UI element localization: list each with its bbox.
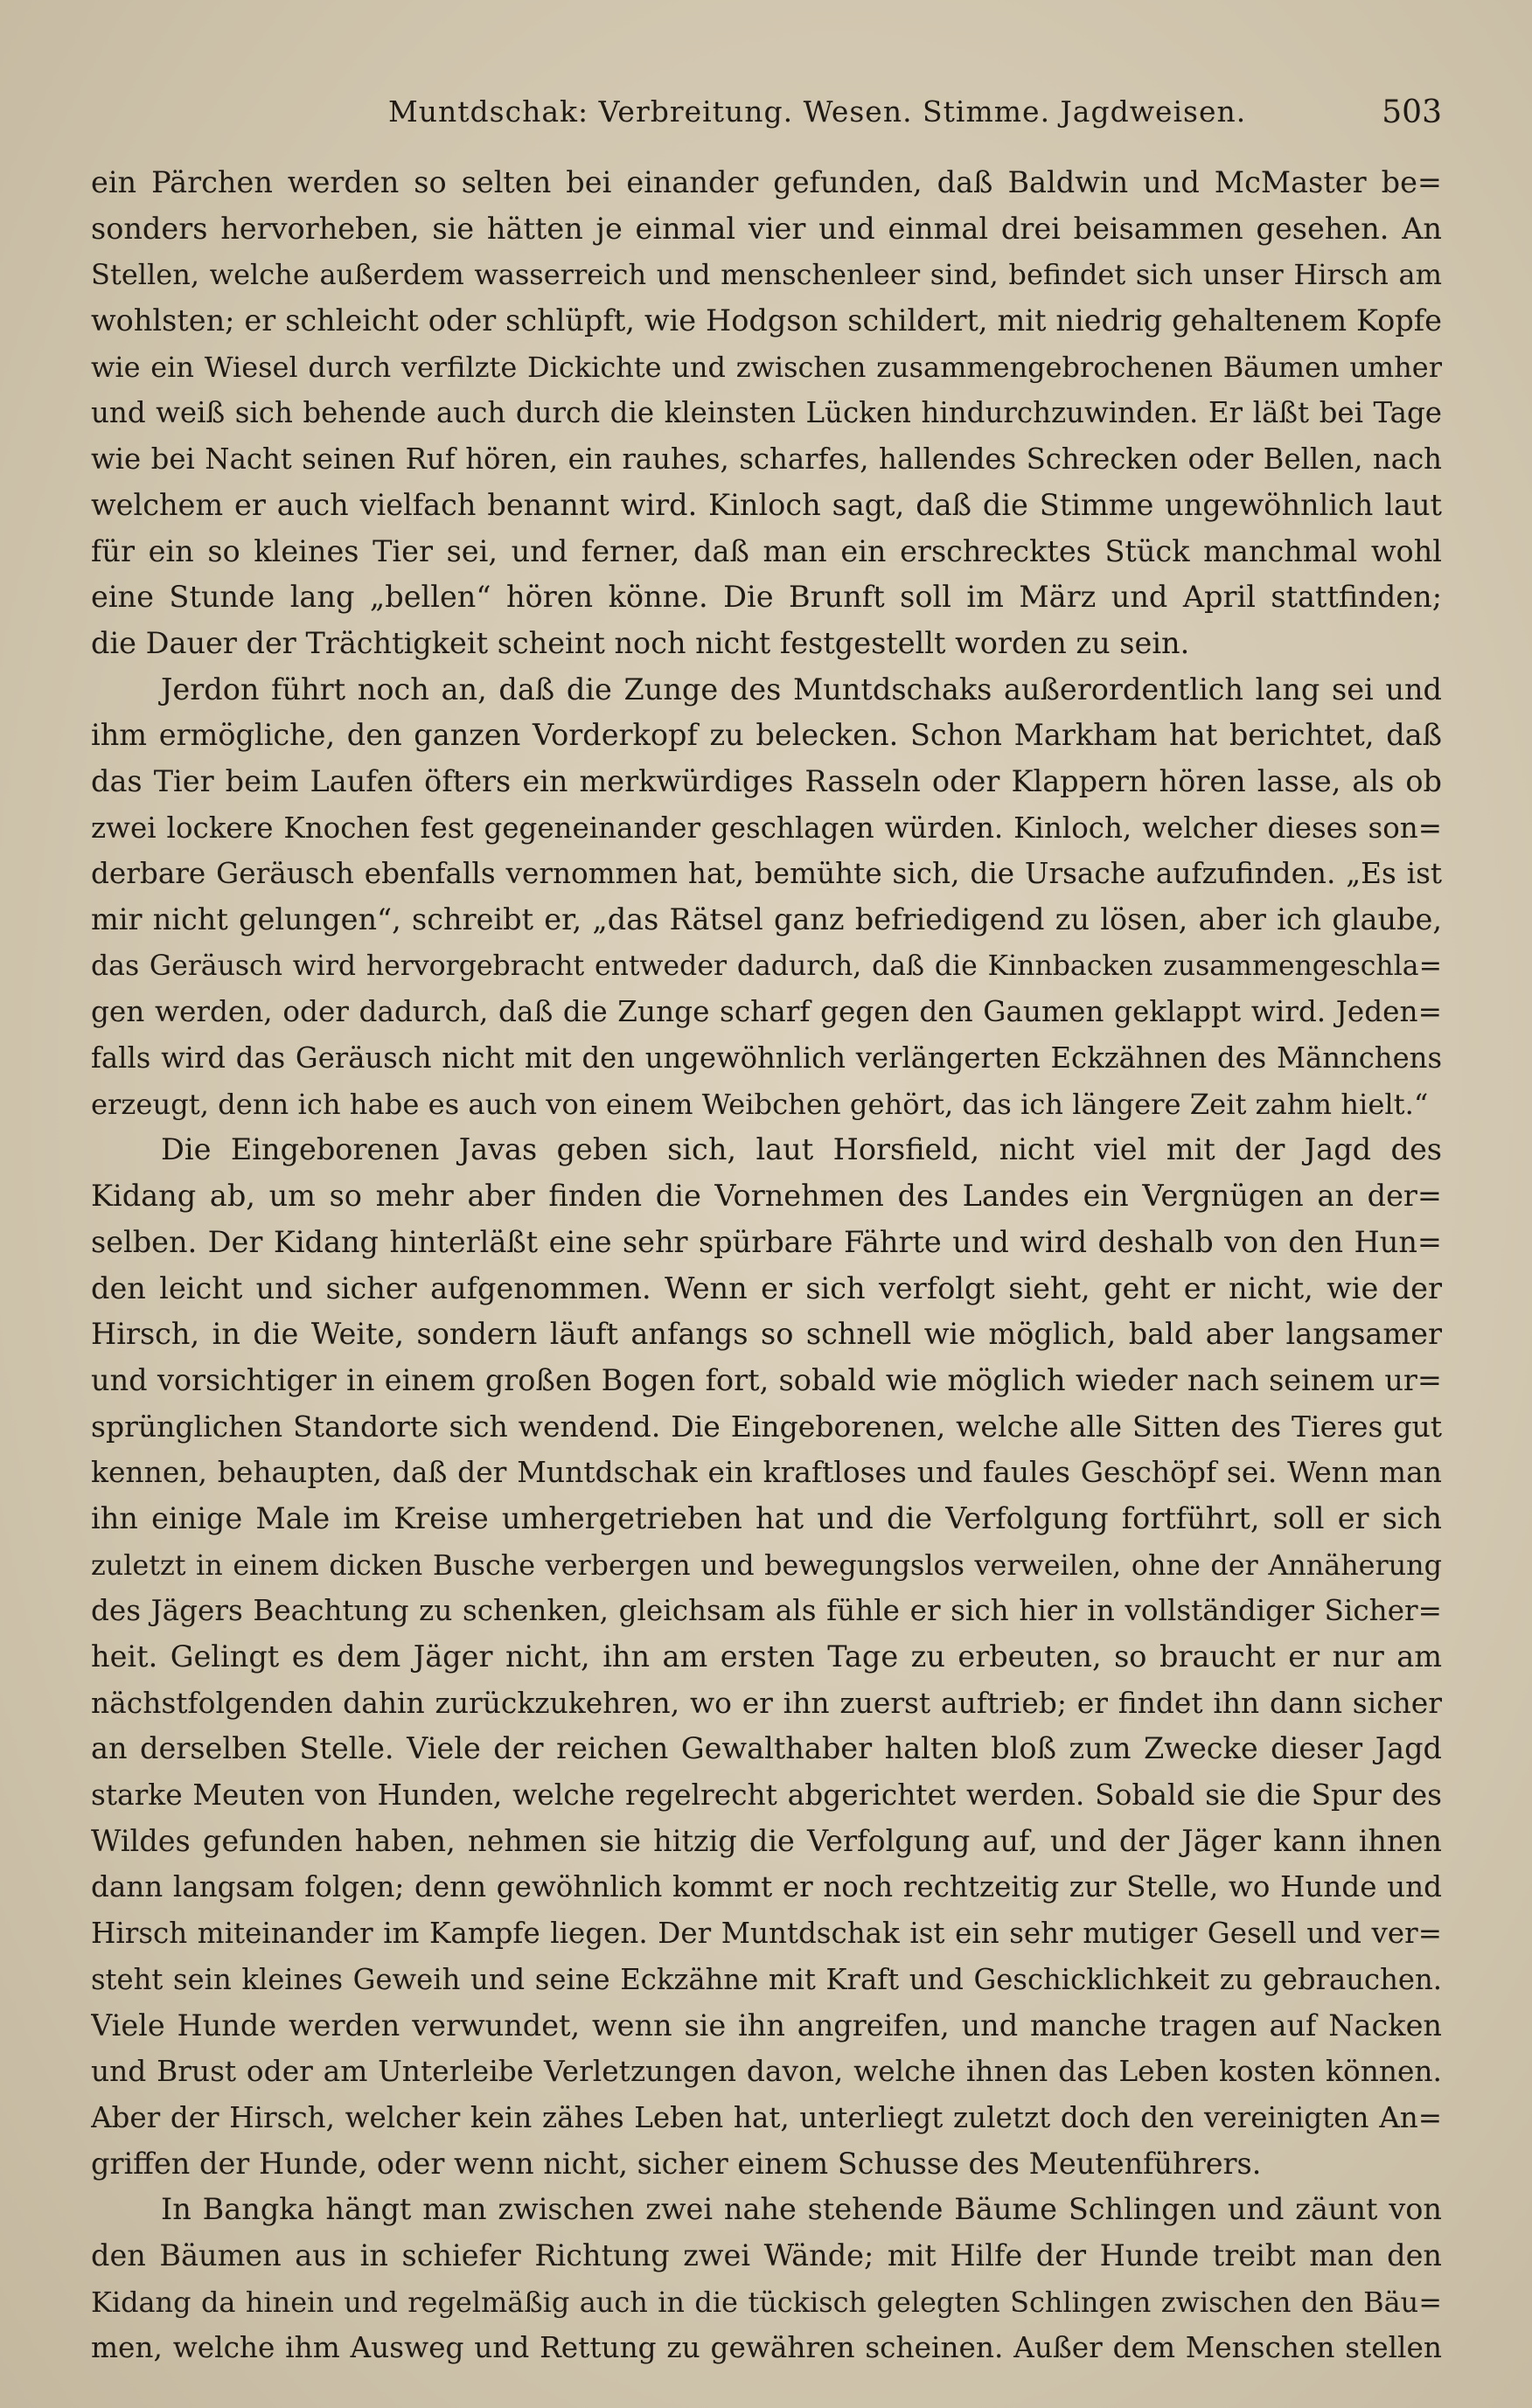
page-header — [91, 94, 1442, 136]
text-line: steht sein kleines Geweih und seine Eckzähne mit Kraft und Geschicklichkeit zu gebrauchen. — [91, 1962, 1442, 1996]
text-line: das Tier beim Laufen öfters ein merkwürdiges Rasseln oder Klappern hören lasse, als ob — [91, 763, 1442, 798]
text-line: In Bangka hängt man zwischen zwei nahe stehende Bäume Schlingen und zäunt von — [161, 2192, 1442, 2227]
text-line: mir nicht gelungen“, schreibt er, „das Rätsel ganz befriedigend zu lösen, aber ich glaube, — [91, 902, 1442, 936]
text-line: wie ein Wiesel durch verfilzte Dickichte und zwischen zusammengebrochenen Bäumen umher — [91, 350, 1442, 384]
text-line: derbare Geräusch ebenfalls vernommen hat, bemühte sich, die Ursache aufzufinden. „Es ist — [91, 857, 1442, 891]
text-line: starke Meuten von Hunden, welche regelrecht abgerichtet werden. Sobald sie die Spur des — [91, 1778, 1442, 1813]
text-line: für ein so kleines Tier sei, und ferner, daß man ein erschrecktes Stück manchmal wohl — [91, 533, 1442, 568]
text-line: Kidang ab, um so mehr aber finden die Vornehmen des Landes ein Vergnügen an der= — [91, 1179, 1442, 1214]
text-line: ihm ermögliche, den ganzen Vorderkopf zu belecken. Schon Markham hat berichtet, daß — [91, 718, 1442, 753]
text-line: welchem er auch vielfach benannt wird. Kinloch sagt, daß die Stimme ungewöhnlich laut — [91, 487, 1442, 522]
text-line: gen werden, oder dadurch, daß die Zunge scharf gegen den Gaumen geklappt wird. Jeden= — [91, 995, 1442, 1029]
text-line: kennen, behaupten, daß der Muntdschak ein kraftloses und faules Geschöpf sei. Wenn man — [91, 1455, 1442, 1490]
text-line: Viele Hunde werden verwundet, wenn sie ihn angreifen, und manche tragen auf Nacken — [91, 2008, 1442, 2043]
text-line: Aber der Hirsch, welcher kein zähes Leben hat, unterliegt zuletzt doch den vereinigten An= — [91, 2100, 1442, 2134]
text-line: Wildes gefunden haben, nehmen sie hitzig die Verfolgung auf, und der Jäger kann ihnen — [91, 1823, 1442, 1858]
text-line: ihn einige Male im Kreise umhergetrieben hat und die Verfolgung fortführt, soll er sich — [91, 1500, 1442, 1535]
text-line: und weiß sich behende auch durch die kleinsten Lücken hindurchzuwinden. Er läßt bei Tage — [91, 396, 1442, 430]
text-line: und Brust oder am Unterleibe Verletzungen davon, welche ihnen das Leben kosten können. — [91, 2055, 1442, 2089]
text-line: eine Stunde lang „bellen“ hören könne. Die Brunft soll im März und April stattfinden; — [91, 580, 1442, 615]
text-line: wohlsten; er schleicht oder schlüpft, wie Hodgson schildert, mit niedrig gehaltenem Kopfe — [91, 303, 1442, 338]
text-line: des Jägers Beachtung zu schenken, gleichsam als fühle er sich hier in vollständiger Sicher= — [91, 1594, 1442, 1628]
text-line: heit. Gelingt es dem Jäger nicht, ihn am ersten Tage zu erbeuten, so braucht er nur am — [91, 1639, 1442, 1674]
text-line: an derselben Stelle. Viele der reichen Gewalthaber halten bloß zum Zwecke dieser Jagd — [91, 1731, 1442, 1766]
text-line: falls wird das Geräusch nicht mit den ungewöhnlich verlängerten Eckzähnen des Männchens — [91, 1041, 1442, 1075]
text-line: den leicht und sicher aufgenommen. Wenn er sich verfolgt sieht, geht er nicht, wie der — [91, 1270, 1442, 1305]
text-line: die Dauer der Trächtigkeit scheint noch nicht festgestellt worden zu sein. — [91, 625, 1190, 660]
text-line: das Geräusch wird hervorgebracht entweder dadurch, daß die Kinnbacken zusammengeschla= — [91, 950, 1442, 982]
text-line: den Bäumen aus in schiefer Richtung zwei Wände; mit Hilfe der Hunde treibt man den — [91, 2237, 1442, 2272]
text-line: selben. Der Kidang hinterläßt eine sehr spürbare Fährte und wird deshalb von den Hun= — [91, 1224, 1442, 1259]
text-line: ein Pärchen werden so selten bei einander gefunden, daß Baldwin und McMaster be= — [91, 165, 1442, 199]
text-line: men, welche ihm Ausweg und Rettung zu gewähren scheinen. Außer dem Menschen stellen — [91, 2331, 1442, 2365]
page-number: 503 — [1382, 94, 1442, 130]
text-line: Hirsch miteinander im Kampfe liegen. Der Muntdschak ist ein sehr mutiger Gesell und ver= — [91, 1917, 1442, 1951]
text-line: sonders hervorheben, sie hätten je einmal vier und einmal drei beisammen gesehen. An — [91, 211, 1442, 246]
text-line: Stellen, welche außerdem wasserreich und menschenleer sind, befindet sich unser Hirsch am — [91, 258, 1442, 292]
text-line: dann langsam folgen; denn gewöhnlich kommt er noch rechtzeitig zur Stelle, wo Hunde und — [91, 1870, 1442, 1904]
text-line: Kidang da hinein und regelmäßig auch in die tückisch gelegten Schlingen zwischen den Bäu= — [91, 2285, 1442, 2319]
text-line: wie bei Nacht seinen Ruf hören, ein rauhes, scharfes, hallendes Schrecken oder Bellen, nach — [91, 442, 1442, 477]
text-line: und vorsichtiger in einem großen Bogen fort, sobald wie möglich wieder nach seinem ur= — [91, 1362, 1442, 1397]
text-line: griffen der Hunde, oder wenn nicht, sicher einem Schusse des Meutenführers. — [91, 2146, 1262, 2181]
text-line: sprünglichen Standorte sich wendend. Die Eingeborenen, welche alle Sitten des Tieres gut — [91, 1409, 1442, 1444]
text-line: Jerdon führt noch an, daß die Zunge des Muntdschaks außerordentlich lang sei und — [161, 672, 1442, 706]
text-line: erzeugt, denn ich habe es auch von einem Weibchen gehört, das ich längere Zeit zahm hielt.“ — [91, 1087, 1429, 1121]
running-title: Muntdschak: Verbreitung. Wesen. Stimme. Jagdweisen. — [388, 94, 1247, 129]
text-line: Die Eingeborenen Javas geben sich, laut Horsfield, nicht viel mit der Jagd des — [161, 1132, 1442, 1167]
text-line: zuletzt in einem dicken Busche verbergen und bewegungslos verweilen, ohne der Annäherung — [91, 1548, 1442, 1582]
body-text — [91, 160, 1442, 2371]
text-line: nächstfolgenden dahin zurückzukehren, wo er ihn zuerst auftrieb; er findet ihn dann sicher — [91, 1685, 1442, 1720]
text-line: Hirsch, in die Weite, sondern läuft anfangs so schnell wie möglich, bald aber langsamer — [91, 1317, 1442, 1352]
text-line: zwei lockere Knochen fest gegeneinander geschlagen würden. Kinloch, welcher dieses son= — [91, 811, 1442, 845]
